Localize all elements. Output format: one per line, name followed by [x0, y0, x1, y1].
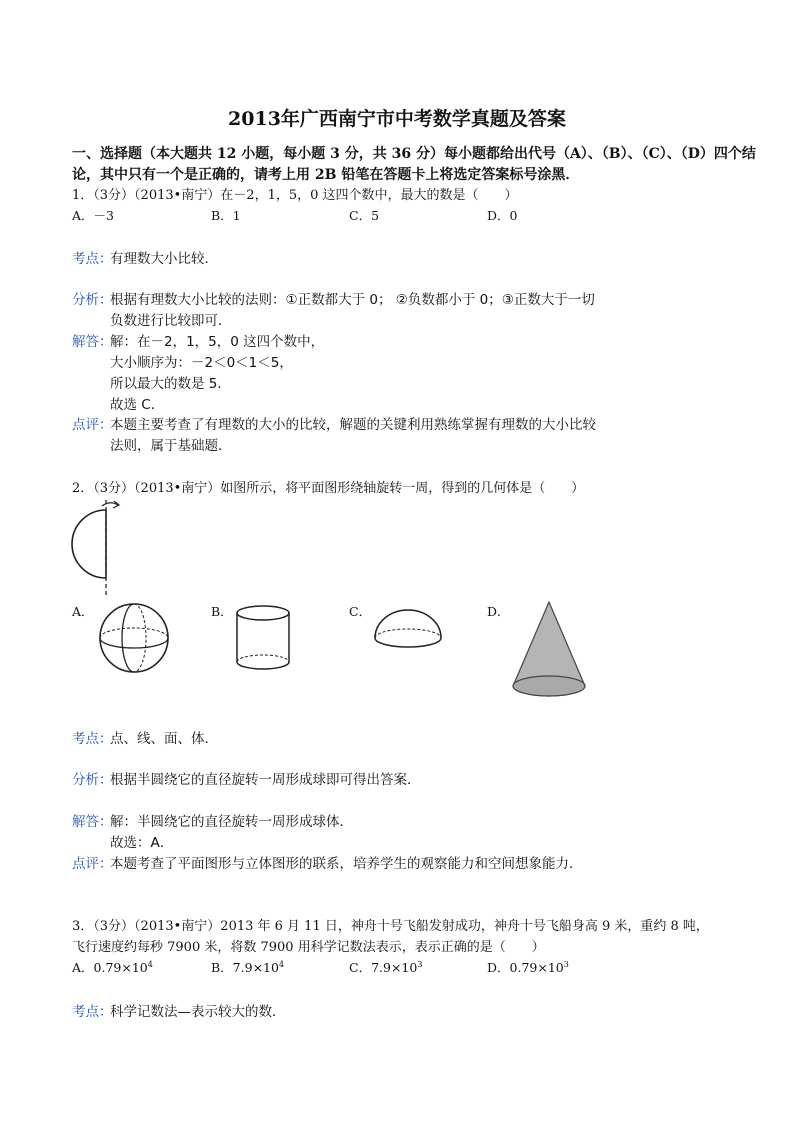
q2-fenxi-label: 分析： — [72, 772, 113, 788]
q3-option-d-base: D．0.79×10 — [487, 960, 564, 975]
q3-option-c-base: C．7.9×10 — [349, 960, 418, 975]
q1-option-a: A．－3 — [72, 208, 114, 223]
q2-jieda-label: 解答： — [72, 814, 113, 830]
q3-option-a — [72, 958, 153, 976]
section-heading-line2: 论，其中只有一个是正确的，请考上用 2B 铅笔在答题卡上将选定答案标号涂黑． — [72, 167, 580, 183]
q2-dianping-label: 点评： — [72, 856, 113, 872]
q2-kaodian-label: 考点： — [72, 731, 113, 747]
q1-jieda-line3: 所以最大的数是 5． — [110, 376, 231, 392]
q1-option-b: B．1 — [211, 208, 241, 223]
q3-option-d-exponent: 3 — [563, 959, 569, 969]
q3-option-b — [211, 958, 284, 976]
document-title: 2013年广西南宁市中考数学真题及答案 — [228, 108, 566, 130]
section-heading-line1: 一、选择题（本大题共 12 小题，每小题 3 分，共 36 分）每小题都给出代号（A）、（B）、（C）、（D）四个结 — [72, 146, 756, 162]
q3-option-c-exponent: 3 — [417, 959, 423, 969]
q1-jieda-line1: 解：在－2，1，5，0 这四个数中， — [110, 334, 325, 350]
q1-option-d: D．0 — [487, 208, 518, 223]
q1-dianping-label: 点评： — [72, 417, 113, 433]
q2-option-d: D． — [487, 604, 510, 619]
q3-option-a-base: A．0.79×10 — [72, 960, 148, 975]
q3-option-d — [487, 958, 569, 976]
q2-stem: 2．（3分）（2013•南宁）如图所示，将平面图形绕轴旋转一周，得到的几何体是（ ） — [72, 481, 585, 496]
q2-kaodian-text: 点、线、面、体． — [110, 731, 218, 747]
sphere-icon — [96, 600, 172, 676]
hemisphere-icon — [372, 606, 444, 658]
q1-fenxi-label: 分析： — [72, 292, 113, 308]
q3-kaodian-text: 科学记数法—表示较大的数． — [110, 1004, 286, 1020]
q2-jieda-line2: 故选：A． — [110, 835, 174, 851]
q3-kaodian-label: 考点： — [72, 1004, 113, 1020]
q2-dianping-text: 本题考查了平面图形与立体图形的联系，培养学生的观察能力和空间想象能力． — [110, 856, 583, 872]
q1-jieda-label: 解答： — [72, 334, 113, 350]
cylinder-icon — [234, 604, 292, 672]
semicircle-with-axis-icon — [66, 496, 126, 600]
q3-option-c — [349, 958, 422, 976]
q1-jieda-line2: 大小顺序为：－2＜0＜1＜5， — [110, 355, 293, 371]
q3-stem-line1: 3．（3分）（2013•南宁）2013 年 6 月 11 日，神舟十号飞船发射成功，神舟十号飞船身高 9 米，重约 8 吨， — [72, 919, 709, 934]
q2-fenxi-text: 根据半圆绕它的直径旋转一周形成球即可得出答案． — [110, 772, 421, 788]
q1-kaodian-text: 有理数大小比较． — [110, 251, 218, 267]
q1-option-c: C．5 — [349, 208, 380, 223]
q2-option-c: C． — [349, 604, 372, 619]
q3-option-b-exponent: 4 — [278, 959, 285, 969]
q1-fenxi-line2: 负数进行比较即可． — [110, 313, 232, 329]
q1-stem: 1．（3分）（2013•南宁）在－2，1，5，0 这四个数中，最大的数是（ ） — [72, 188, 518, 203]
cone-icon — [510, 600, 590, 700]
q2-jieda-line1: 解：半圆绕它的直径旋转一周形成球体． — [110, 814, 353, 830]
q1-dianping-line2: 法则，属于基础题． — [110, 438, 232, 454]
q1-dianping-line1: 本题主要考查了有理数的大小的比较，解题的关键利用熟练掌握有理数的大小比较 — [110, 417, 596, 433]
q3-option-a-exponent: 4 — [147, 959, 153, 969]
q1-jieda-line4: 故选 C． — [110, 397, 165, 413]
q2-option-a: A． — [72, 604, 94, 619]
q3-option-b-base: B．7.9×10 — [211, 960, 279, 975]
q1-kaodian-label: 考点： — [72, 251, 113, 267]
q3-stem-line2: 飞行速度约每秒 7900 米，将数 7900 用科学记数法表示，表示正确的是（ ） — [72, 940, 545, 955]
q1-fenxi-line1: 根据有理数大小比较的法则：①正数都大于 0； ②负数都小于 0；③正数大于一切 — [110, 292, 595, 308]
q2-option-b: B． — [211, 604, 233, 619]
